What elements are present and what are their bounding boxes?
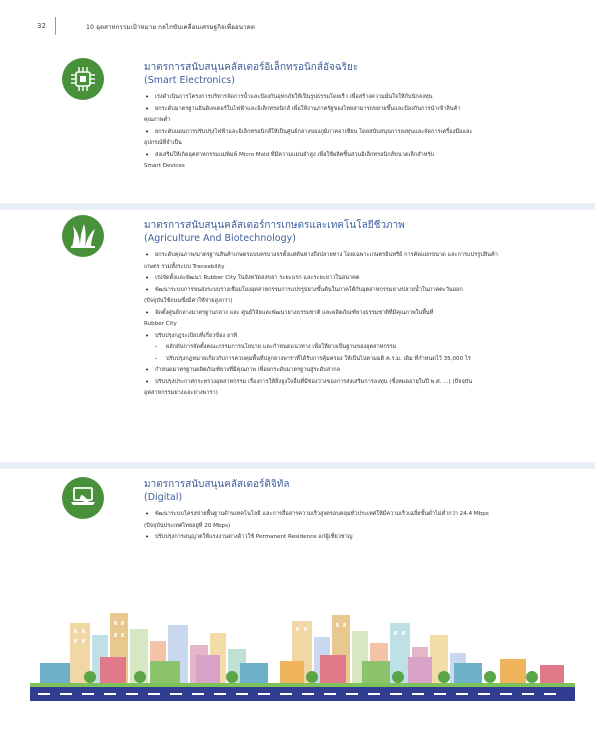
list-item: • กำหนดมาตรฐานผลิตภัณฑ์ยางที่มีคุณภาพ เพื่อยกระดับมาตรฐานสู่ระดับสากล xyxy=(144,365,564,377)
section-subtitle: (Smart Electronics) xyxy=(144,75,235,86)
bullet-list xyxy=(144,509,564,544)
chip-icon xyxy=(62,58,104,100)
list-item: (ปัจจุบันใช้ถนนซึ่งมีค่าใช้จ่ายสูงกว่า) xyxy=(144,298,233,304)
list-item: • พัฒนาระบบโครงข่ายพื้นฐานด้านเทคโนโลยี และการสื่อสารความเร็วสูงครอบคลุมทั่วประเทศให้มีความเร็วเฉลี่ยขั้นต่ำไม่ต่ำกว่า 24.4 Mbps xyxy=(144,509,564,521)
list-item: • ยกระดับมาตรฐานอินดิเคเตอร์ในไฟฟ้าและอิเล็กทรอนิกส์ เพื่อให้งานภาครัฐของไทยสามารถขยายขึ้นและป้องกันการนำเข้าสินค้า xyxy=(144,104,564,116)
list-item: คุณภาพต่ำ xyxy=(144,117,171,123)
section-subtitle: (Digital) xyxy=(144,492,183,503)
running-header-title: 10 อุตสาหกรรมเป้าหมาย กลไกขับเคลื่อนเศรษฐกิจเพื่ออนาคต xyxy=(86,24,255,31)
list-item: • ปรับปรุงกฎระเบียบที่เกี่ยวข้อง อาทิ xyxy=(144,331,564,343)
section-title: มาตรการสนับสนุนคลัสเตอร์อิเล็กทรอนิกส์อัจฉริยะ xyxy=(144,62,359,73)
section-title: มาตรการสนับสนุนคลัสเตอร์การเกษตรและเทคโนโลยีชีวภาพ xyxy=(144,220,405,231)
list-item: อุปกรณ์ที่จำเป็น xyxy=(144,140,182,146)
list-item: • ยกระดับคุณภาพ/มาตรฐานสินค้าเกษตรแบบครบวงจรตั้งแต่ต้นทางถึงปลายทาง โดยเฉพาะเกษตรอินทรีย์ การคัดแยกขนาด และการแปรรูปสินค้า xyxy=(144,250,564,262)
section-title: มาตรการสนับสนุนคลัสเตอร์ดิจิทัล xyxy=(144,479,290,490)
list-item: - ผลักดันการจัดตั้งคณะกรรมการนโยบาย และกำหนดแนวทาง เพื่อให้ยางเป็นฐานของอุตสาหกรรม xyxy=(144,342,564,354)
list-item: • ยกระดับแผนการปรับปรุงไฟฟ้าและอิเล็กทรอนิกส์ให้เป็นศูนย์กลางของภูมิภาคอาเซียน โดยสนับสนุนการลงทุนและจัดการเครื่องมือและ xyxy=(144,127,564,139)
page-header xyxy=(0,0,595,40)
list-item: (ปัจจุบันประเทศไทยอยู่ที่ 20 Mbps) xyxy=(144,522,231,529)
list-item: Rubber City xyxy=(144,321,177,327)
list-item: • พัฒนาระบบการขนส่งระบบรางเชื่อมโยงอุตสาหกรรมการแปรรูปยางขั้นต้นในภาคใต้กับอุตสาหกรรมยางปลายน้ำในภาคตะวันออก xyxy=(144,285,564,297)
section-subtitle: (Agriculture And Biotechnology) xyxy=(144,233,296,244)
bullet-list xyxy=(144,250,564,400)
list-item: • เร่งดำเนินการโครงการบริหารจัดการน้ำและป้องกันอุทกภัยให้เป็นรูปธรรมโดยเร็ว เพื่อสร้างความมั่นใจให้กับนักลงทุน xyxy=(144,92,564,104)
bullet-list xyxy=(144,92,564,173)
list-item: Smart Devices xyxy=(144,163,185,169)
list-item: - ปรับปรุงกฎหมายเกี่ยวกับการควบคุมพื้นที่ปลูกยางพาราที่ได้รับการคุ้มครอง ให้เป็นไปตามมติ ค.ร.ม. เดิม ที่กำหนดไว้ 35,000 ไร่ xyxy=(144,354,564,366)
section-divider xyxy=(0,462,595,469)
list-item: • เร่งจัดตั้งและพัฒนา Rubber City ในจังหวัดสงขลา ระยะแรก และระยะยาวในอนาคต xyxy=(144,273,564,285)
list-item: • ส่งเสริมให้เกิดอุตสาหกรรมแม่พิมพ์ Micro Mold ที่มีความแม่นยำสูง เพื่อใช้ผลิตชิ้นส่วนอิเล็กทรอนิกส์ขนาดเล็กสำหรับ xyxy=(144,150,564,162)
list-item: อุตสาหกรรมยางและยางพารา) xyxy=(144,390,218,396)
list-item: • จัดตั้งศูนย์กลางมาตรฐานกลาง และ ศูนย์วิจัยและพัฒนายางธรรมชาติ และผลิตภัณฑ์ยางธรรมชาติที่มีคุณภาพในพื้นที่ xyxy=(144,308,564,320)
section-divider xyxy=(0,203,595,210)
list-item: • ปรับปรุงการอนุญาตให้แรงงานต่างด้าวใช้ Permanent Residence แก่ผู้เชี่ยวชาญ xyxy=(144,532,564,544)
list-item: เกษตร รวมทั้งระบบ Traceability xyxy=(144,263,225,270)
grass-leaf-icon xyxy=(62,215,104,257)
header-divider xyxy=(55,17,56,35)
laptop-hand-icon xyxy=(62,477,104,519)
list-item: • ปรับปรุงประกาศกระทรวงอุตสาหกรรม เรื่องการให้สิ่งจูงใจอื่นที่มีช่องว่างของการส่งเสริมการลงทุน (ซึ่งหมดอายุในปี พ.ศ. ...) (ปัจจุบัน xyxy=(144,377,564,389)
page-number: 32 xyxy=(37,22,46,30)
city-skyline-illustration xyxy=(0,605,595,705)
